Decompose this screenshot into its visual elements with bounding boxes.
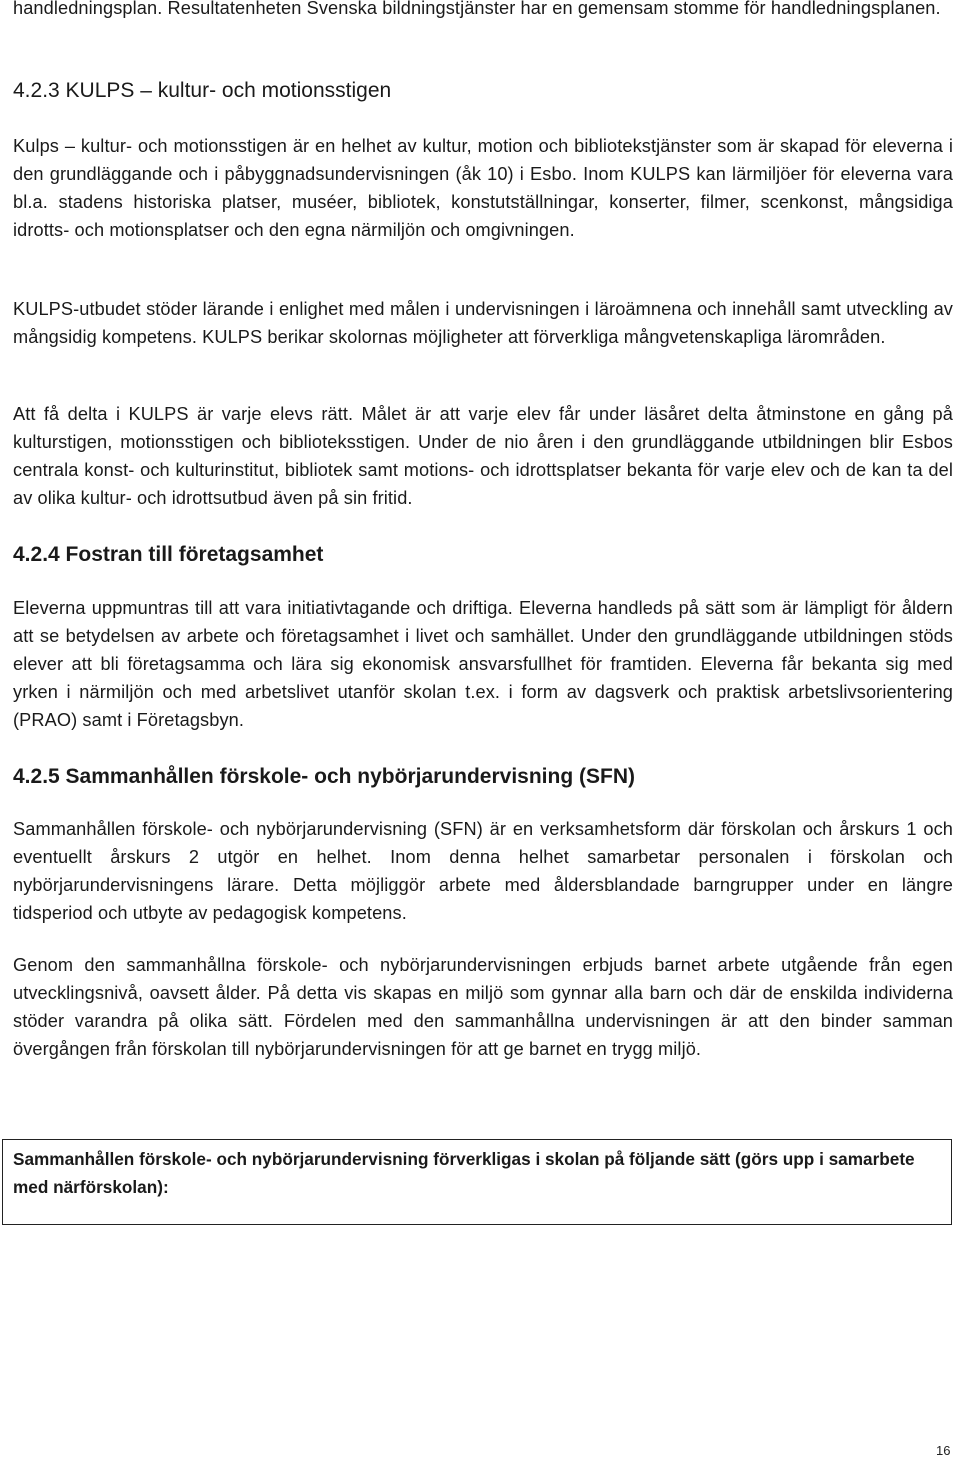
section-425-paragraph-2: Genom den sammanhållna förskole- och nybörjarundervisningen erbjuds barnet arbete utgående från egen utvecklingsnivå, oavsett ålder. På detta vis skapas en miljö som gynnar alla barn och där de enskilda individerna stöder varandra på olika sätt. Fördelen med den sammanhållna undervisningen är att den binder samman övergången från förskolan till nybörjarundervisningen för att ge barnet en trygg miljö. xyxy=(13,955,953,1059)
page-number: 16 xyxy=(936,1443,951,1458)
section-423-paragraph-3: Att få delta i KULPS är varje elevs rätt. Målet är att varje elev får under läsåret delta åtminstone en gång på kulturstigen, motionsstigen och biblioteksstigen. Under de nio åren i den grundläggande utbildningen blir Esbos centrala konst- och kulturinstitut, bibliotek samt motions- och idrottsplatser bekanta för varje elev och de kan ta del av olika kultur- och idrottsutbud även på sin fritid. xyxy=(13,404,953,508)
intro-paragraph: handledningsplan. Resultatenheten Svenska bildningstjänster har en gemensam stomme för handledningsplanen. xyxy=(13,0,941,18)
section-423-paragraph-1: Kulps – kultur- och motionsstigen är en helhet av kultur, motion och bibliotekstjänster som är skapad för eleverna i den grundläggande och i påbyggnadsundervisningen (åk 10) i Esbo. Inom KULPS kan lärmiljöer för eleverna vara bl.a. stadens historiska platser, muséer, bibliotek, konstutställningar, konserter, filmer, scenkonst, mångsidiga idrotts- och motionsplatser och den egna närmiljön och omgivningen. xyxy=(13,136,953,240)
implementation-box-text: Sammanhållen förskole- och nybörjarundervisning förverkligas i skolan på följande sätt (görs upp i samarbete med närförskolan): xyxy=(13,1149,915,1197)
section-423-heading: 4.2.3 KULPS – kultur- och motionsstigen xyxy=(13,79,392,102)
section-425-heading: 4.2.5 Sammanhållen förskole- och nybörjarundervisning (SFN) xyxy=(13,765,635,788)
implementation-box xyxy=(2,1139,952,1225)
section-425-paragraph-1: Sammanhållen förskole- och nybörjarundervisning (SFN) är en verksamhetsform där förskolan och årskurs 1 och eventuellt årskurs 2 utgör en helhet. Inom denna helhet samarbetar personalen i förskolan och nybörjarundervisningens lärare. Detta möjliggör arbete med åldersblandade barngrupper under en längre tidsperiod och utbyte av pedagogisk kompetens. xyxy=(13,819,953,923)
section-424-heading: 4.2.4 Fostran till företagsamhet xyxy=(13,543,324,566)
section-423-paragraph-2: KULPS-utbudet stöder lärande i enlighet med målen i undervisningen i läroämnena och innehåll samt utveckling av mångsidig kompetens. KULPS berikar skolornas möjligheter att förverkliga mångvetenskapliga lärområden. xyxy=(13,299,953,347)
section-424-paragraph-1: Eleverna uppmuntras till att vara initiativtagande och driftiga. Eleverna handleds på sätt som är lämpligt för åldern att se betydelsen av arbete och företagsamhet i livet och samhället. Under den grundläggande utbildningen stöds elever att bli företagsamma och lära sig ekonomisk ansvarsfullhet för framtiden. Eleverna får bekanta sig med yrken i närmiljön och med arbetslivet utanför skolan t.ex. i form av dagsverk och praktisk arbetslivsorientering (PRAO) samt i Företagsbyn. xyxy=(13,598,953,730)
